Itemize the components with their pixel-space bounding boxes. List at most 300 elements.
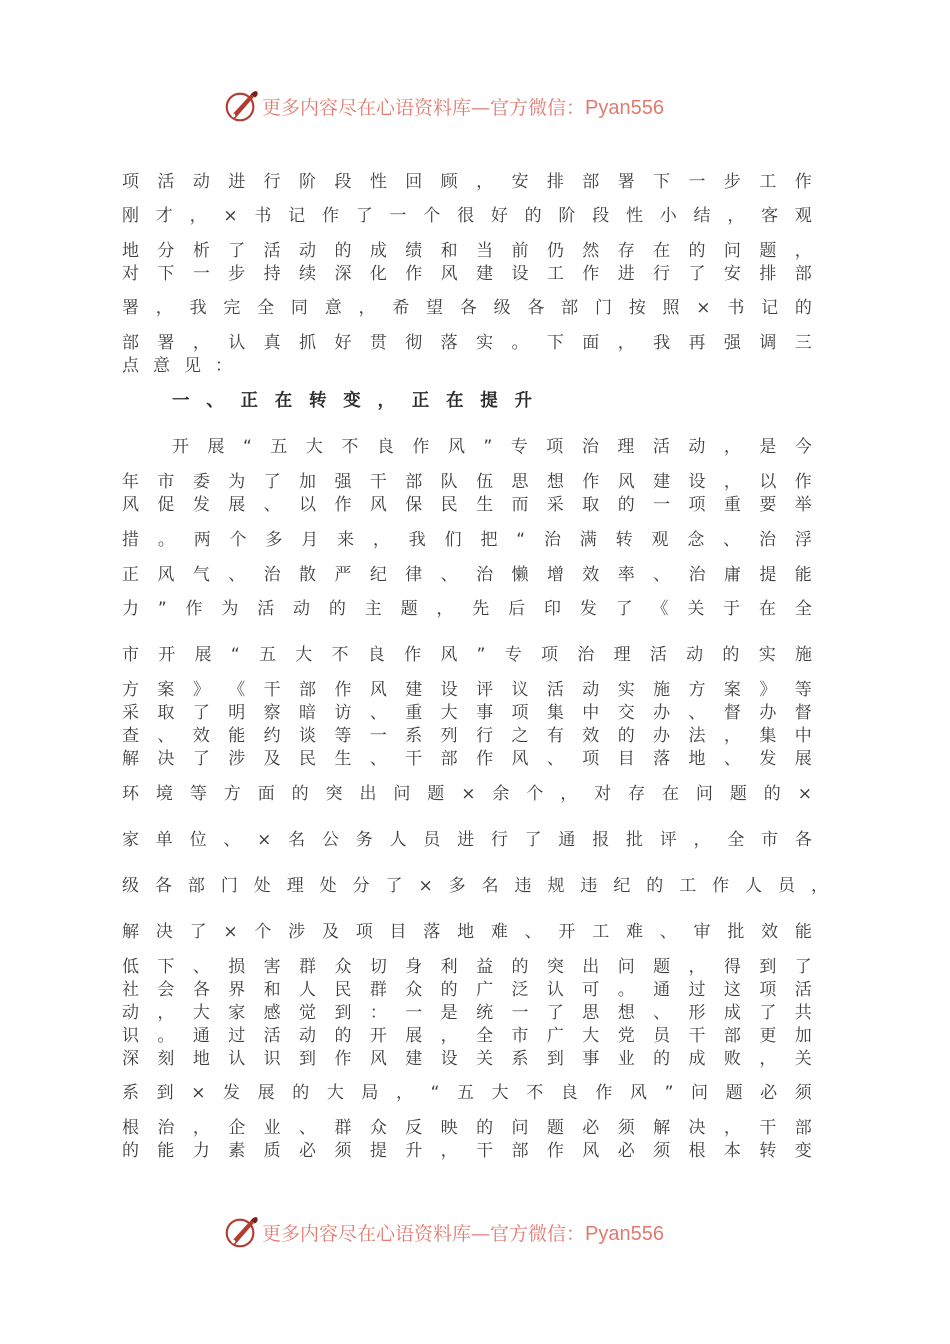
glyph: 规 [547, 876, 565, 896]
glyph: 处 [253, 876, 271, 896]
glyph: 绩 [405, 241, 423, 261]
glyph: 广 [476, 980, 494, 1000]
text-line [122, 563, 812, 587]
glyph: 》 [759, 680, 777, 700]
glyph: 升 [514, 391, 532, 411]
glyph: 存 [617, 241, 635, 261]
glyph: 报 [592, 830, 610, 850]
text-line [122, 354, 232, 378]
glyph: 变 [343, 391, 361, 411]
glyph: 工 [679, 876, 697, 896]
glyph: 、 [206, 391, 224, 411]
glyph: 形 [688, 1003, 706, 1023]
glyph: 才 [155, 206, 173, 226]
glyph: 能 [228, 726, 246, 746]
glyph: 记 [761, 298, 779, 318]
glyph: 一 [688, 172, 706, 192]
glyph: 一 [389, 206, 407, 226]
glyph: 认 [546, 980, 564, 1000]
glyph: 想 [546, 472, 564, 492]
glyph: 事 [476, 703, 494, 723]
glyph: 批 [727, 922, 745, 942]
glyph: 我 [189, 298, 207, 318]
glyph: 及 [321, 922, 339, 942]
glyph: 根 [688, 1141, 706, 1161]
text-line [122, 1024, 812, 1048]
glyph: 分 [157, 241, 175, 261]
banner-official: 官方微信： [490, 1222, 586, 1245]
glyph: 行 [490, 830, 508, 850]
glyph: 等 [334, 726, 352, 746]
glyph: 开 [558, 922, 576, 942]
glyph: 家 [122, 830, 139, 850]
glyph: 的 [334, 1026, 352, 1046]
glyph: 念 [687, 530, 705, 550]
glyph: 治 [476, 565, 494, 585]
glyph: 害 [263, 957, 281, 977]
banner-dash: — [471, 96, 491, 119]
glyph: 纪 [613, 876, 631, 896]
glyph: 低 [122, 957, 139, 977]
glyph: 贯 [369, 333, 387, 353]
glyph: 必 [582, 1118, 600, 1138]
glyph: 意 [324, 298, 342, 318]
text-line [122, 955, 812, 979]
glyph: 重 [723, 495, 741, 515]
glyph: 项 [546, 437, 564, 457]
glyph: 名 [481, 876, 499, 896]
glyph: 了 [189, 922, 207, 942]
glyph: 作 [185, 599, 203, 619]
glyph: 全 [727, 830, 745, 850]
glyph: 能 [157, 1141, 175, 1161]
glyph: 、 [157, 726, 175, 746]
glyph: 了 [688, 264, 706, 284]
glyph: 取 [582, 495, 600, 515]
glyph: ， [727, 206, 745, 226]
glyph: 刻 [157, 1049, 175, 1069]
glyph: 正 [411, 391, 430, 411]
glyph: 行 [263, 172, 281, 192]
glyph: 务 [355, 830, 373, 850]
glyph: 认 [228, 1049, 246, 1069]
glyph: 识 [263, 1049, 281, 1069]
glyph: 、 [263, 495, 281, 515]
glyph: 阶 [299, 172, 317, 192]
glyph: 题 [400, 599, 418, 619]
glyph: 大 [305, 437, 323, 457]
text-line [122, 643, 812, 667]
glyph: 一 [405, 1003, 423, 1023]
glyph: 治 [577, 645, 595, 665]
glyph: 一 [511, 1003, 529, 1023]
glyph: 通 [192, 1026, 210, 1046]
glyph: 的 [328, 599, 346, 619]
glyph: 风 [582, 1141, 600, 1161]
glyph: 的 [122, 1141, 139, 1161]
glyph: 项 [355, 922, 373, 942]
glyph: 治 [759, 530, 776, 550]
glyph: ， [794, 241, 812, 261]
text-line [122, 1001, 812, 1025]
glyph: 意 [153, 356, 170, 376]
glyph: 五 [457, 1083, 474, 1103]
glyph: ” [476, 645, 486, 665]
glyph: 在 [274, 391, 293, 411]
glyph: 人 [745, 876, 763, 896]
text-line [122, 874, 828, 898]
text-line [122, 678, 812, 702]
glyph: 通 [653, 980, 671, 1000]
glyph: 前 [511, 241, 529, 261]
glyph: 成 [369, 241, 387, 261]
glyph: 损 [228, 957, 246, 977]
glyph: 全 [476, 1026, 494, 1046]
glyph: 难 [490, 922, 508, 942]
glyph: 批 [625, 830, 643, 850]
glyph: 党 [617, 1026, 635, 1046]
glyph: 治 [157, 1118, 175, 1138]
glyph: ： [215, 356, 232, 376]
glyph: 办 [653, 703, 671, 723]
glyph: 突 [325, 784, 343, 804]
glyph: 为 [228, 472, 246, 492]
glyph: ” [483, 437, 493, 457]
glyph: 委 [192, 472, 210, 492]
glyph: 强 [723, 333, 741, 353]
glyph: 建 [405, 1049, 423, 1069]
glyph: 地 [192, 1049, 210, 1069]
glyph: 及 [263, 749, 281, 769]
glyph: 可 [582, 980, 600, 1000]
glyph: 名 [288, 830, 306, 850]
glyph: 。 [157, 530, 175, 550]
glyph: 结 [693, 206, 711, 226]
glyph: 利 [440, 957, 458, 977]
glyph: 问 [617, 957, 635, 977]
glyph: 增 [546, 565, 564, 585]
glyph: 法 [688, 726, 706, 746]
glyph: 的 [617, 726, 635, 746]
glyph: 干 [263, 680, 281, 700]
glyph: 到 [299, 1049, 317, 1069]
glyph: 一 [172, 391, 190, 411]
glyph: 门 [220, 876, 238, 896]
glyph: 项 [582, 749, 600, 769]
banner-account: Pyan556 [585, 1222, 664, 1245]
banner-main: 更多内容尽在心语资料库 [262, 96, 472, 119]
glyph: 治 [543, 530, 561, 550]
glyph: 市 [157, 472, 175, 492]
glyph: 、 [653, 565, 671, 585]
glyph: 后 [508, 599, 526, 619]
glyph: 完 [223, 298, 241, 318]
glyph: 反 [405, 1118, 423, 1138]
glyph: 的 [722, 645, 740, 665]
glyph: ， [189, 206, 207, 226]
glyph: 大 [491, 1083, 509, 1103]
text-line [172, 435, 812, 459]
glyph: 活 [263, 1026, 281, 1046]
glyph: 调 [759, 333, 777, 353]
glyph: 民 [334, 980, 352, 1000]
watermark-banner-bottom [222, 1212, 742, 1252]
glyph: 家 [228, 1003, 246, 1023]
glyph: 正 [240, 391, 258, 411]
glyph: 《 [228, 680, 246, 700]
glyph: 个 [254, 922, 272, 942]
glyph: 根 [122, 1118, 139, 1138]
glyph: 作 [405, 264, 423, 284]
glyph: 风 [440, 264, 458, 284]
glyph: × [223, 206, 238, 226]
glyph: 大 [582, 1026, 600, 1046]
glyph: 下 [546, 333, 564, 353]
glyph: ， [723, 726, 741, 746]
glyph: 认 [228, 333, 246, 353]
glyph: 作 [412, 437, 430, 457]
glyph: 的 [292, 1083, 310, 1103]
glyph: 等 [189, 784, 207, 804]
glyph: 建 [653, 472, 671, 492]
glyph: 作 [794, 172, 812, 192]
glyph: 地 [122, 241, 139, 261]
glyph: 众 [405, 980, 423, 1000]
glyph: 转 [759, 1141, 777, 1161]
glyph: 一 [192, 264, 210, 284]
glyph: 促 [157, 495, 175, 515]
glyph: 议 [511, 680, 529, 700]
glyph: ， [723, 472, 741, 492]
glyph: 这 [723, 980, 741, 1000]
glyph: 下 [157, 264, 175, 284]
glyph: 治 [581, 437, 599, 457]
glyph: 加 [299, 472, 317, 492]
glyph: ： [369, 1003, 387, 1023]
glyph: 提 [480, 391, 498, 411]
glyph: 进 [228, 172, 246, 192]
glyph: 点 [122, 356, 139, 376]
glyph: 我 [408, 530, 426, 550]
glyph: 散 [299, 565, 317, 585]
glyph: 望 [426, 298, 444, 318]
glyph: 系 [405, 726, 423, 746]
glyph: 的 [440, 980, 458, 1000]
glyph: 实 [617, 680, 635, 700]
glyph: × [797, 784, 812, 804]
banner-main: 更多内容尽在心语资料库 [262, 1222, 472, 1245]
glyph: 出 [582, 957, 600, 977]
glyph: 良 [376, 437, 394, 457]
glyph: 转 [615, 530, 633, 550]
glyph: 实 [758, 645, 776, 665]
glyph: 必 [617, 1141, 635, 1161]
text-line [122, 978, 812, 1002]
glyph: 不 [341, 437, 359, 457]
glyph: 部 [122, 333, 139, 353]
glyph: 之 [511, 726, 529, 746]
glyph: 见 [184, 356, 201, 376]
glyph: ， [560, 784, 578, 804]
glyph: 系 [122, 1083, 139, 1103]
glyph: 单 [155, 830, 173, 850]
text-line [122, 1116, 812, 1140]
glyph: 民 [440, 495, 458, 515]
text-line [122, 528, 812, 552]
glyph: 想 [617, 1003, 635, 1023]
glyph: 问 [723, 241, 741, 261]
glyph: 能 [794, 922, 812, 942]
glyph: 动 [293, 599, 311, 619]
glyph: 督 [794, 703, 812, 723]
glyph: 到 [759, 957, 777, 977]
glyph: 懒 [511, 565, 529, 585]
glyph: 思 [582, 1003, 600, 1023]
glyph: ， [440, 1026, 458, 1046]
glyph: 发 [579, 599, 597, 619]
glyph: 风 [617, 472, 635, 492]
text-line [122, 724, 812, 748]
glyph: 。 [511, 333, 529, 353]
glyph: ” [157, 599, 167, 619]
glyph: 采 [122, 703, 139, 723]
glyph: 风 [369, 495, 387, 515]
glyph: 在 [446, 391, 464, 411]
glyph: 觉 [299, 1003, 317, 1023]
glyph: 、 [688, 703, 706, 723]
glyph: ， [396, 1083, 413, 1103]
glyph: 了 [615, 599, 633, 619]
quill-seal-icon [222, 1213, 260, 1251]
glyph: 查 [122, 726, 139, 746]
glyph: 大 [295, 645, 313, 665]
glyph: 部 [299, 680, 317, 700]
glyph: 》 [192, 680, 210, 700]
glyph: “ [516, 530, 526, 550]
text-line [122, 828, 812, 852]
glyph: 动 [582, 680, 600, 700]
glyph: 个 [229, 530, 247, 550]
glyph: 办 [759, 703, 777, 723]
glyph: 涉 [228, 749, 246, 769]
glyph: 切 [369, 957, 387, 977]
glyph: 展 [405, 1026, 423, 1046]
glyph: 举 [794, 495, 812, 515]
glyph: 集 [759, 726, 777, 746]
glyph: 了 [385, 876, 403, 896]
glyph: × [191, 1083, 206, 1103]
glyph: 风 [369, 680, 387, 700]
glyph: 中 [582, 703, 600, 723]
glyph: 抓 [299, 333, 317, 353]
text-line [122, 170, 812, 194]
text-line [122, 470, 812, 494]
glyph: 良 [367, 645, 385, 665]
glyph: 违 [514, 876, 532, 896]
glyph: 工 [759, 172, 777, 192]
glyph: 署 [617, 172, 635, 192]
glyph: 先 [472, 599, 490, 619]
glyph: ， [723, 437, 741, 457]
glyph: 动 [299, 241, 317, 261]
glyph: 题 [725, 1083, 743, 1103]
glyph: ， [693, 830, 711, 850]
glyph: 益 [476, 957, 494, 977]
glyph: 然 [582, 241, 600, 261]
glyph: 的 [334, 241, 352, 261]
text-line [122, 747, 812, 771]
glyph: 的 [511, 957, 529, 977]
glyph: 一 [653, 495, 671, 515]
glyph: 深 [122, 1049, 139, 1069]
glyph: 率 [617, 565, 635, 585]
glyph: 系 [511, 1049, 529, 1069]
glyph: 了 [794, 957, 812, 977]
glyph: 行 [653, 264, 671, 284]
glyph: 、 [369, 703, 387, 723]
glyph: 小 [659, 206, 677, 226]
glyph: 关 [794, 1049, 812, 1069]
glyph: 效 [192, 726, 210, 746]
glyph: 活 [546, 680, 564, 700]
glyph: 庸 [723, 565, 741, 585]
glyph: 署 [122, 298, 139, 318]
text-line [122, 331, 812, 355]
text-line [122, 239, 812, 263]
text-line [122, 204, 812, 228]
glyph: 多 [448, 876, 466, 896]
banner-text [262, 93, 664, 120]
glyph: 业 [263, 1118, 281, 1138]
glyph: 月 [301, 530, 319, 550]
glyph: 阶 [558, 206, 576, 226]
glyph: 、 [192, 957, 210, 977]
glyph: 的 [646, 876, 664, 896]
glyph: 的 [688, 241, 706, 261]
glyph: 涉 [288, 922, 306, 942]
glyph: 于 [723, 599, 741, 619]
glyph: 作 [334, 1049, 352, 1069]
text-line [122, 920, 812, 944]
banner-dash: — [471, 1222, 491, 1245]
glyph: 思 [511, 472, 529, 492]
glyph: 部 [187, 876, 205, 896]
glyph: 干 [405, 749, 423, 769]
glyph: 市 [511, 1026, 529, 1046]
glyph: 安 [511, 172, 529, 192]
glyph: × [696, 298, 711, 318]
glyph: 风 [447, 437, 465, 457]
glyph: 步 [228, 264, 246, 284]
glyph: 方 [688, 680, 706, 700]
glyph: 活 [157, 172, 175, 192]
glyph: 干 [369, 472, 387, 492]
glyph: 署 [157, 333, 175, 353]
glyph: 必 [760, 1083, 778, 1103]
glyph: 作 [404, 645, 422, 665]
glyph: 设 [511, 264, 529, 284]
glyph: 化 [369, 264, 387, 284]
glyph: 明 [228, 703, 246, 723]
glyph: 治 [688, 565, 706, 585]
glyph: 题 [546, 1118, 564, 1138]
glyph: 队 [440, 472, 458, 492]
glyph: ， [436, 599, 454, 619]
glyph: ， [192, 1118, 210, 1138]
glyph: 发 [192, 495, 210, 515]
glyph: 段 [334, 172, 352, 192]
glyph: 仍 [546, 241, 564, 261]
